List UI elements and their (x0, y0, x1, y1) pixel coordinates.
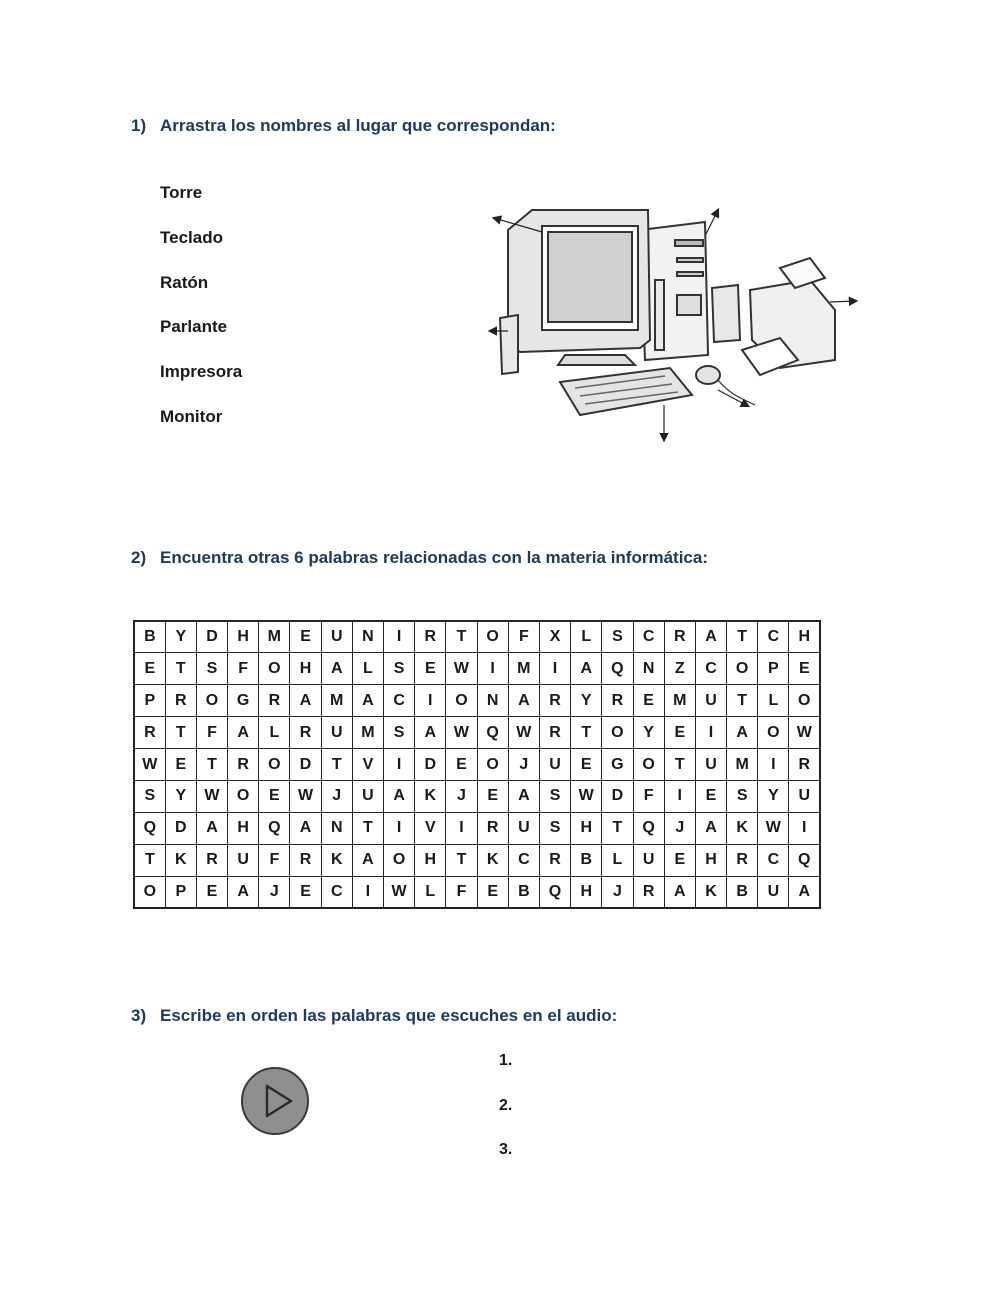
grid-cell[interactable]: E (290, 876, 321, 908)
grid-cell[interactable]: A (789, 876, 820, 908)
printer-drawing (742, 258, 835, 375)
grid-cell[interactable]: T (165, 717, 196, 749)
grid-cell[interactable]: D (165, 812, 196, 844)
grid-cell[interactable]: D (602, 780, 633, 812)
grid-cell[interactable]: Q (134, 812, 165, 844)
question-1-number: 1) (131, 116, 147, 135)
grid-cell[interactable]: L (352, 653, 383, 685)
draggable-word-list (160, 182, 242, 451)
grid-cell[interactable]: E (134, 653, 165, 685)
grid-cell[interactable]: E (165, 749, 196, 781)
grid-cell[interactable]: M (508, 653, 539, 685)
grid-cell[interactable]: B (134, 621, 165, 653)
grid-cell[interactable]: V (415, 812, 446, 844)
grid-row (134, 780, 820, 812)
grid-cell[interactable]: R (290, 844, 321, 876)
draggable-word-teclado[interactable]: Teclado (160, 227, 223, 247)
grid-cell[interactable]: J (664, 812, 695, 844)
grid-cell[interactable]: M (259, 621, 290, 653)
grid-cell[interactable]: P (134, 685, 165, 717)
grid-cell[interactable]: O (134, 876, 165, 908)
grid-cell[interactable]: I (384, 812, 415, 844)
word-search-grid (133, 620, 821, 909)
grid-cell[interactable]: A (321, 653, 352, 685)
computer-illustration (480, 200, 870, 450)
grid-cell[interactable]: U (695, 749, 726, 781)
grid-cell[interactable]: R (727, 844, 758, 876)
grid-cell[interactable]: R (228, 749, 259, 781)
grid-cell[interactable]: O (477, 621, 508, 653)
grid-cell[interactable]: S (727, 780, 758, 812)
grid-cell[interactable]: O (196, 685, 227, 717)
grid-cell[interactable]: B (571, 844, 602, 876)
grid-cell[interactable]: F (228, 653, 259, 685)
grid-cell[interactable]: A (415, 717, 446, 749)
grid-cell[interactable]: C (695, 653, 726, 685)
question-3-text: Escribe en orden las palabras que escuches en el audio: (160, 1006, 618, 1025)
grid-cell[interactable]: I (789, 812, 820, 844)
grid-cell[interactable]: Q (539, 876, 570, 908)
grid-cell[interactable]: I (352, 876, 383, 908)
grid-cell[interactable]: R (290, 717, 321, 749)
grid-cell[interactable]: A (664, 876, 695, 908)
grid-row (134, 844, 820, 876)
grid-cell[interactable]: O (477, 749, 508, 781)
grid-row (134, 749, 820, 781)
grid-cell[interactable]: L (415, 876, 446, 908)
grid-cell[interactable]: C (758, 621, 789, 653)
grid-cell[interactable]: T (446, 844, 477, 876)
grid-cell[interactable]: F (259, 844, 290, 876)
grid-cell[interactable]: W (789, 717, 820, 749)
grid-cell[interactable]: D (415, 749, 446, 781)
grid-cell[interactable]: I (758, 749, 789, 781)
grid-cell[interactable]: E (290, 621, 321, 653)
answer-line-1[interactable]: 1. (499, 1052, 513, 1069)
grid-cell[interactable]: J (259, 876, 290, 908)
grid-cell[interactable]: A (352, 844, 383, 876)
grid-cell[interactable]: E (415, 653, 446, 685)
grid-cell[interactable]: U (695, 685, 726, 717)
grid-cell[interactable]: N (633, 653, 664, 685)
grid-cell[interactable]: R (134, 717, 165, 749)
grid-cell[interactable]: E (446, 749, 477, 781)
grid-cell[interactable]: R (539, 717, 570, 749)
grid-cell[interactable]: I (664, 780, 695, 812)
draggable-word-raton[interactable]: Ratón (160, 272, 209, 292)
grid-cell[interactable]: K (165, 844, 196, 876)
grid-cell[interactable]: C (633, 621, 664, 653)
grid-cell[interactable]: U (539, 749, 570, 781)
question-3-number: 3) (131, 1006, 147, 1025)
grid-cell[interactable]: W (196, 780, 227, 812)
grid-cell[interactable]: R (633, 876, 664, 908)
grid-cell[interactable]: M (352, 717, 383, 749)
grid-row (134, 717, 820, 749)
grid-cell[interactable]: B (508, 876, 539, 908)
play-icon (243, 1069, 307, 1133)
grid-cell[interactable]: B (727, 876, 758, 908)
grid-cell[interactable]: U (633, 844, 664, 876)
grid-cell[interactable]: A (290, 812, 321, 844)
grid-cell[interactable]: O (789, 685, 820, 717)
grid-cell[interactable]: F (196, 717, 227, 749)
grid-cell[interactable]: T (571, 717, 602, 749)
grid-cell[interactable]: S (134, 780, 165, 812)
grid-cell[interactable]: J (508, 749, 539, 781)
grid-cell[interactable]: L (758, 685, 789, 717)
grid-cell[interactable]: E (477, 876, 508, 908)
grid-row (134, 685, 820, 717)
grid-cell[interactable]: J (602, 876, 633, 908)
audio-play-button[interactable] (241, 1067, 309, 1135)
grid-cell[interactable]: W (290, 780, 321, 812)
grid-cell[interactable]: E (633, 685, 664, 717)
question-2-title (131, 548, 708, 568)
grid-cell[interactable]: N (352, 621, 383, 653)
grid-cell[interactable]: I (415, 685, 446, 717)
grid-cell[interactable]: E (196, 876, 227, 908)
draggable-word-monitor[interactable]: Monitor (160, 406, 223, 426)
monitor-drawing (508, 210, 650, 365)
grid-cell[interactable]: A (508, 780, 539, 812)
grid-cell[interactable]: K (695, 876, 726, 908)
grid-cell[interactable]: T (446, 621, 477, 653)
grid-cell[interactable]: K (477, 844, 508, 876)
grid-cell[interactable]: M (321, 685, 352, 717)
grid-cell[interactable]: D (290, 749, 321, 781)
grid-cell[interactable]: N (477, 685, 508, 717)
grid-cell[interactable]: P (165, 876, 196, 908)
question-3-title (131, 1006, 617, 1026)
grid-cell[interactable]: U (321, 717, 352, 749)
grid-cell[interactable]: K (415, 780, 446, 812)
question-2-number: 2) (131, 548, 147, 567)
grid-cell[interactable]: E (695, 780, 726, 812)
grid-row (134, 812, 820, 844)
grid-cell[interactable]: C (508, 844, 539, 876)
grid-cell[interactable]: Q (633, 812, 664, 844)
grid-cell[interactable]: G (602, 749, 633, 781)
grid-cell[interactable]: O (384, 844, 415, 876)
grid-cell[interactable]: H (571, 876, 602, 908)
grid-cell[interactable]: H (228, 621, 259, 653)
grid-cell[interactable]: A (228, 876, 259, 908)
grid-cell[interactable]: T (727, 621, 758, 653)
grid-cell[interactable]: T (727, 685, 758, 717)
grid-cell[interactable]: O (446, 685, 477, 717)
grid-cell[interactable]: I (539, 653, 570, 685)
grid-cell[interactable]: R (415, 621, 446, 653)
keyboard-drawing (560, 368, 692, 415)
grid-cell[interactable]: A (695, 621, 726, 653)
grid-cell[interactable]: V (352, 749, 383, 781)
answer-line-2[interactable]: 2. (499, 1096, 513, 1114)
grid-cell[interactable]: Y (165, 780, 196, 812)
grid-cell[interactable]: R (477, 812, 508, 844)
grid-cell[interactable]: U (758, 876, 789, 908)
grid-cell[interactable]: R (789, 749, 820, 781)
question-2-text: Encuentra otras 6 palabras relacionadas con la materia informática: (160, 548, 708, 567)
grid-cell[interactable]: O (633, 749, 664, 781)
grid-cell[interactable]: A (228, 717, 259, 749)
grid-cell[interactable]: K (727, 812, 758, 844)
grid-cell[interactable]: T (602, 812, 633, 844)
grid-cell[interactable]: H (415, 844, 446, 876)
grid-cell[interactable]: E (789, 653, 820, 685)
grid-cell[interactable]: W (134, 749, 165, 781)
grid-cell[interactable]: R (165, 685, 196, 717)
grid-cell[interactable]: F (508, 621, 539, 653)
grid-cell[interactable]: Y (633, 717, 664, 749)
grid-row (134, 621, 820, 653)
grid-cell[interactable]: W (384, 876, 415, 908)
grid-cell[interactable]: R (664, 621, 695, 653)
grid-cell[interactable]: W (446, 717, 477, 749)
grid-cell[interactable]: J (446, 780, 477, 812)
grid-cell[interactable]: A (352, 685, 383, 717)
grid-cell[interactable]: Q (602, 653, 633, 685)
grid-cell[interactable]: S (384, 653, 415, 685)
grid-cell[interactable]: I (477, 653, 508, 685)
grid-cell[interactable]: X (539, 621, 570, 653)
grid-row (134, 876, 820, 908)
grid-cell[interactable]: R (602, 685, 633, 717)
grid-cell[interactable]: U (228, 844, 259, 876)
grid-cell[interactable]: A (196, 812, 227, 844)
grid-cell[interactable]: U (352, 780, 383, 812)
grid-cell[interactable]: S (384, 717, 415, 749)
grid-cell[interactable]: S (539, 780, 570, 812)
grid-cell[interactable]: O (727, 653, 758, 685)
grid-cell[interactable]: S (602, 621, 633, 653)
grid-cell[interactable]: N (321, 812, 352, 844)
grid-cell[interactable]: R (196, 844, 227, 876)
draggable-word-torre[interactable]: Torre (160, 183, 203, 202)
grid-cell[interactable]: T (165, 653, 196, 685)
grid-cell[interactable]: C (321, 876, 352, 908)
grid-cell[interactable]: S (196, 653, 227, 685)
grid-cell[interactable]: L (571, 621, 602, 653)
grid-cell[interactable]: U (321, 621, 352, 653)
grid-cell[interactable]: E (477, 780, 508, 812)
grid-cell[interactable]: K (321, 844, 352, 876)
grid-cell[interactable]: H (228, 812, 259, 844)
grid-cell[interactable]: J (321, 780, 352, 812)
draggable-word-parlante[interactable]: Parlante (160, 317, 228, 337)
draggable-word-impresora[interactable]: Impresora (160, 362, 243, 382)
grid-cell[interactable]: Z (664, 653, 695, 685)
grid-cell[interactable]: O (259, 653, 290, 685)
grid-cell[interactable]: F (633, 780, 664, 812)
grid-cell[interactable]: A (384, 780, 415, 812)
grid-cell[interactable]: T (352, 812, 383, 844)
grid-cell[interactable]: M (664, 685, 695, 717)
grid-cell[interactable]: O (228, 780, 259, 812)
grid-cell[interactable]: W (508, 717, 539, 749)
grid-cell[interactable]: H (695, 844, 726, 876)
grid-cell[interactable]: U (508, 812, 539, 844)
grid-cell[interactable]: O (602, 717, 633, 749)
answer-line-3[interactable]: 3. (499, 1141, 513, 1158)
grid-cell[interactable]: E (664, 717, 695, 749)
grid-cell[interactable]: A (695, 812, 726, 844)
answer-list (499, 1050, 512, 1184)
grid-cell[interactable]: O (259, 749, 290, 781)
grid-cell[interactable]: H (571, 812, 602, 844)
grid-cell[interactable]: C (758, 844, 789, 876)
grid-cell[interactable]: T (196, 749, 227, 781)
grid-cell[interactable]: L (602, 844, 633, 876)
grid-cell[interactable]: S (539, 812, 570, 844)
grid-cell[interactable]: P (758, 653, 789, 685)
grid-cell[interactable]: Y (571, 685, 602, 717)
grid-cell[interactable]: W (571, 780, 602, 812)
grid-cell[interactable]: Q (789, 844, 820, 876)
grid-cell[interactable]: E (259, 780, 290, 812)
grid-cell[interactable]: G (228, 685, 259, 717)
grid-cell[interactable]: Y (758, 780, 789, 812)
grid-cell[interactable]: D (196, 621, 227, 653)
grid-cell[interactable]: E (571, 749, 602, 781)
grid-cell[interactable]: H (290, 653, 321, 685)
grid-cell[interactable]: T (664, 749, 695, 781)
question-1-title (131, 116, 556, 136)
grid-row (134, 653, 820, 685)
grid-cell[interactable]: A (727, 717, 758, 749)
mouse-drawing (696, 366, 755, 405)
grid-cell[interactable]: I (446, 812, 477, 844)
grid-cell[interactable]: F (446, 876, 477, 908)
grid-cell[interactable]: L (259, 717, 290, 749)
grid-cell[interactable]: Q (259, 812, 290, 844)
grid-cell[interactable]: Y (165, 621, 196, 653)
grid-cell[interactable]: U (789, 780, 820, 812)
grid-cell[interactable]: W (758, 812, 789, 844)
grid-cell[interactable]: C (384, 685, 415, 717)
grid-cell[interactable]: M (727, 749, 758, 781)
grid-cell[interactable]: H (789, 621, 820, 653)
grid-cell[interactable]: O (758, 717, 789, 749)
grid-cell[interactable]: R (259, 685, 290, 717)
question-1-text: Arrastra los nombres al lugar que correspondan: (160, 116, 556, 135)
grid-cell[interactable]: A (290, 685, 321, 717)
grid-cell[interactable]: A (508, 685, 539, 717)
grid-cell[interactable]: I (384, 621, 415, 653)
grid-cell[interactable]: I (695, 717, 726, 749)
grid-cell[interactable]: E (664, 844, 695, 876)
grid-cell[interactable]: I (384, 749, 415, 781)
grid-cell[interactable]: T (321, 749, 352, 781)
grid-cell[interactable]: R (539, 844, 570, 876)
grid-cell[interactable]: W (446, 653, 477, 685)
grid-cell[interactable]: R (539, 685, 570, 717)
grid-cell[interactable]: Q (477, 717, 508, 749)
grid-cell[interactable]: T (134, 844, 165, 876)
grid-cell[interactable]: A (571, 653, 602, 685)
